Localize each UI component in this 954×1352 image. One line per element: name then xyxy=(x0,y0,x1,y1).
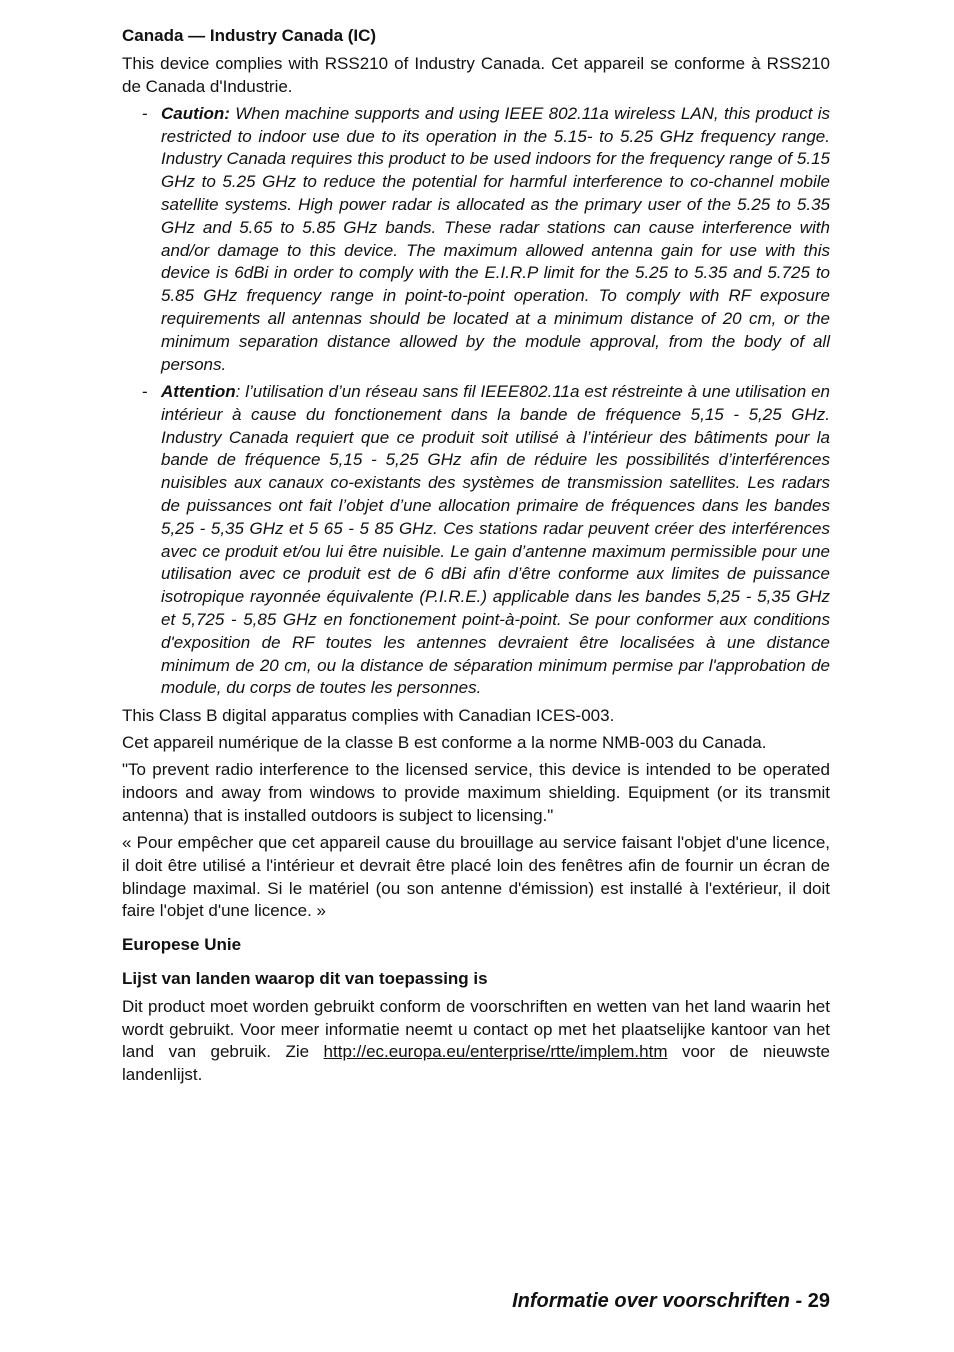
heading-eu: Europese Unie xyxy=(122,935,242,955)
eu-text-after-link: voor de nieuwste landenlijst. xyxy=(122,1042,830,1085)
page-number: 29 xyxy=(807,1290,830,1312)
prevent-fr-paragraph: « Pour empêcher que cet appareil cause du brouillage au service faisant l'objet d'une licence, il doit être utilisé a l'intérieur et devrait être placé loin des fenêtres afin de fournir un écran de blindage maximal. Si le matériel (ou son antenne d'émission) est installé à l'extérieur, il doit faire l'objet d'une licence. » xyxy=(122,833,830,921)
attention-text: : l’utilisation d’un réseau sans fil IEEE802.11a est réstreinte à une utilisation en intérieur à cause du fonctionement dans la bande de fréquence 5,15 - 5,25 GHz. Industry Canada requiert que ce produit soit utilisé à l’intérieur des bâtiments pour la bande de fréquence 5,15 - 5,25 GHz afin de réduire les possibilités d’interférences nuisibles aux canaux co-existants des systèmes de transmission satellites. Les radars de puissances ont fait l’objet d’une allocation primaire de fréquences dans les bandes 5,25 - 5,35 GHz et 5 65 - 5 85 GHz. Ces stations radar peuvent créer des interférences avec ce produit et/ou lui être nuisible. Le gain d’antenne maximum permissible pour une utilisation avec ce produit est de 6 dBi afin d’être conforme aux limites de puissance isotropique rayonnée équivalente (P.I.R.E.) applicable dans les bandes 5,25 - 5,35 GHz et 5,725 - 5,85 GHz en fonctionement point-à-point. Se pour conformer aux conditions d'exposition de RF toutes les antennes devraient être localisées à une distance minimum de 20 cm, ou la distance de séparation minimum permise par l'approbation de module, du corps de toutes les personnes. xyxy=(161,381,830,698)
document-body xyxy=(122,25,830,1092)
prevent-en-paragraph: "To prevent radio interference to the licensed service, this device is intended to be operated indoors and away from windows to provide maximum shielding. Equipment (or its transmit antenna) that is installed outdoors is subject to licensing." xyxy=(122,760,830,825)
ices-paragraph: This Class B digital apparatus complies with Canadian ICES-003. xyxy=(122,705,615,725)
nmb-paragraph: Cet appareil numérique de la classe B est conforme a la norme NMB-003 du Canada. xyxy=(122,732,767,752)
attention-label: Attention xyxy=(161,381,236,401)
subheading-country-list: Lijst van landen waarop dit van toepassing is xyxy=(122,969,488,989)
caution-text: When machine supports and using IEEE 802.11a wireless LAN, this product is restricted to indoor use due to its operation in the 5.15- to 5.25 GHz frequency range. Industry Canada requires this product to be used indoors for the frequency range of 5.15 GHz to 5.25 GHz to reduce the potential for harmful interference to co-channel mobile satellite systems. High power radar is allocated as the primary user of the 5.25 to 5.35 GHz and 5.65 to 5.85 GHz bands. These radar stations can cause interference with and/or damage to this device. The maximum allowed antenna gain for use with this device is 6dBi in order to comply with the E.I.R.P limit for the 5.25 to 5.35 and 5.725 to 5.85 GHz frequency range in point-to-point operation. To comply with RF exposure requirements all antennas should be located at a minimum distance of 20 cm, or the minimum separation distance allowed by the module approval, from the body of all persons. xyxy=(161,103,830,374)
heading-canada: Canada — Industry Canada (IC) xyxy=(122,26,377,45)
eu-paragraph xyxy=(122,996,830,1087)
caution-bullet xyxy=(122,103,830,377)
bullet-dash: - xyxy=(142,381,148,401)
footer-title: Informatie over voorschriften - xyxy=(512,1290,808,1312)
rtte-link[interactable]: http://ec.europa.eu/enterprise/rtte/implem.htm xyxy=(323,1042,668,1062)
caution-label: Caution: xyxy=(161,103,230,123)
eu-text-before-link: Dit product moet worden gebruikt conform de voorschriften en wetten van het land waarin het wordt gebruikt. Voor meer informatie neemt u contact op met het plaatselijke kantoor van het land van gebruik. Zie xyxy=(122,996,830,1062)
bullet-dash: - xyxy=(142,103,148,123)
page-footer xyxy=(512,1290,830,1313)
attention-bullet xyxy=(122,381,830,700)
intro-paragraph: This device complies with RSS210 of Industry Canada. Cet appareil se conforme à RSS210 de Canada d'Industrie. xyxy=(122,53,830,96)
